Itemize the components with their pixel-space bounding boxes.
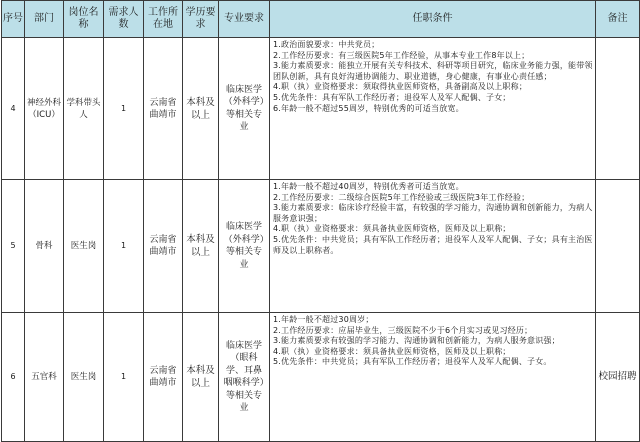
- header-location: 工作所在地: [144, 1, 183, 38]
- cell-dept: 骨科: [25, 180, 64, 313]
- requirement-line: 1.政治面貌要求：中共党员；: [273, 40, 380, 49]
- cell-dept: 五官科: [25, 313, 64, 442]
- requirement-line: 1.年龄一般不超过40周岁，特别优秀者可适当放宽。: [273, 182, 464, 191]
- requirement-line: 6.年龄一般不超过55周岁，特别优秀的可适当放宽。: [273, 103, 464, 113]
- cell-note: [596, 180, 640, 313]
- cell-education: 本科及以上: [183, 313, 219, 442]
- requirement-line: 2.工作经历要求：应届毕业生，三级医院不少于6个月实习或见习经历；: [273, 325, 533, 335]
- requirement-line: 5.优先条件：具有军队工作经历者；退役军人及军人配偶、子女；: [273, 92, 511, 102]
- cell-location: 云南省曲靖市: [144, 180, 183, 313]
- header-major: 专业要求: [219, 1, 270, 38]
- requirement-line: 4.职（执）业资格要求：须具备执业医师资格，医师及以上职称；: [273, 346, 511, 356]
- requirement-line: 5.优先条件：中共党员；具有军队工作经历者；退役军人及军人配偶、子女；具有主治医师及以上职称者。: [273, 234, 593, 255]
- table-header-row: [2, 1, 640, 38]
- cell-position: 医生岗: [64, 313, 104, 442]
- cell-major: 临床医学（外科学）等相关专业: [219, 38, 270, 180]
- requirement-line: 4.职（执）业资格要求：须取得执业医师资格，具备副高及以上职称；: [273, 82, 528, 92]
- cell-dept: 神经外科（ICU）: [25, 38, 64, 180]
- header-seq: 序号: [2, 1, 25, 38]
- requirement-line: 5.优先条件：中共党员；具有军队工作经历者；退役军人及军人配偶、子女。: [273, 357, 552, 367]
- requirement-line: 3.能力素质要求：临床诊疗经验丰富，有较强的学习能力，沟通协调和创新能力，为病人服务意识强；: [273, 203, 593, 223]
- job-requirements-table: [1, 0, 640, 442]
- cell-education: 本科及以上: [183, 180, 219, 313]
- table-row: [2, 313, 640, 442]
- cell-note: [596, 38, 640, 180]
- requirement-line: 3.能力素质要求：能独立开展有关专科技术、科研等项目研究，临床业务能力强，能带领团队创新，具有良好沟通协调能力、职业道德，身心健康，有事业心责任感；: [273, 61, 593, 81]
- cell-requirements: [270, 180, 596, 313]
- header-requirements: 任职条件: [270, 1, 596, 38]
- requirement-line: 2.工作经历要求：二级综合医院5年工作经验或三级医院3年工作经验；: [273, 192, 530, 202]
- header-dept: 部门: [25, 1, 64, 38]
- requirement-line: 4.职（执）业资格要求：须具备执业医师资格，医师及以上职称；: [273, 224, 511, 234]
- cell-count: 1: [104, 180, 144, 313]
- cell-seq: 4: [2, 38, 25, 180]
- cell-position: 学科带头人: [64, 38, 104, 180]
- header-count: 需求人数: [104, 1, 144, 38]
- cell-position: 医生岗: [64, 180, 104, 313]
- cell-count: 1: [104, 38, 144, 180]
- requirement-line: 3.能力素质要求有较强的学习能力、沟通协调和创新能力，为病人服务意识强；: [273, 336, 560, 346]
- cell-note: 校园招聘: [596, 313, 640, 442]
- table-row: [2, 180, 640, 313]
- requirement-line: 2.工作经历要求：有三级医院5年工作经验，从事本专业工作8年以上；: [273, 50, 530, 60]
- cell-requirements: [270, 313, 596, 442]
- cell-location: 云南省曲靖市: [144, 313, 183, 442]
- cell-major: 临床医学（眼科学、耳鼻咽喉科学）等相关专业: [219, 313, 270, 442]
- header-position: 岗位名称: [64, 1, 104, 38]
- cell-seq: 5: [2, 180, 25, 313]
- cell-location: 云南省曲靖市: [144, 38, 183, 180]
- table-row: [2, 38, 640, 180]
- cell-count: 1: [104, 313, 144, 442]
- header-note: 备注: [596, 1, 640, 38]
- requirement-line: 1.年龄一般不超过30周岁；: [273, 315, 374, 324]
- cell-seq: 6: [2, 313, 25, 442]
- header-education: 学历要求: [183, 1, 219, 38]
- cell-requirements: [270, 38, 596, 180]
- cell-major: 临床医学（外科学）等相关专业: [219, 180, 270, 313]
- cell-education: 本科及以上: [183, 38, 219, 180]
